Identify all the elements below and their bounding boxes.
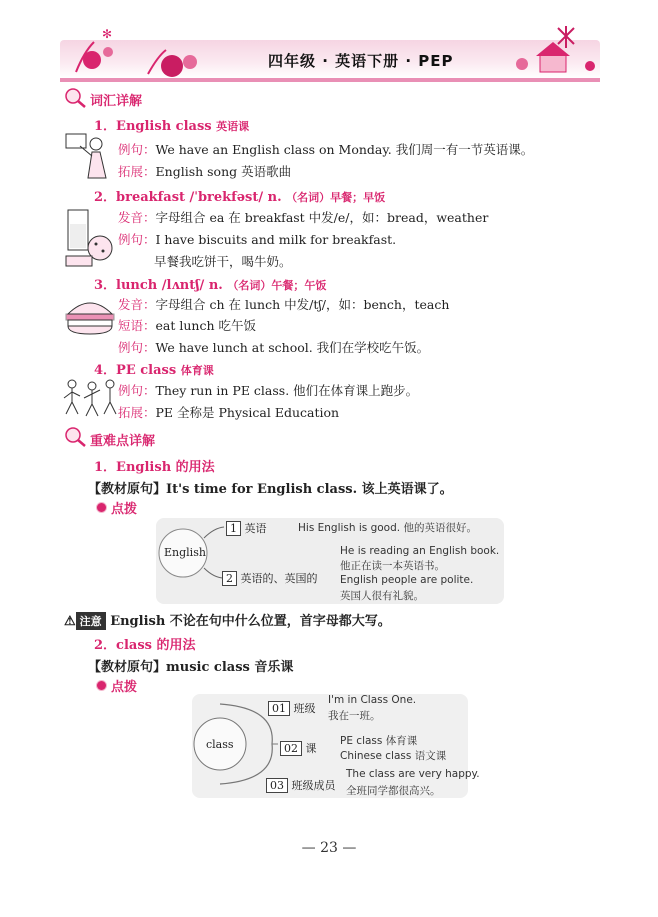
vocab-item-3-row-3: 例句：We have lunch at school. 我们在学校吃午饭。 <box>118 340 430 355</box>
english-branch-1-example: His English is good. 他的英语很好。 <box>298 522 477 534</box>
point-1-title: 1．English 的用法 <box>94 460 215 475</box>
class-branch-2-example-1: PE class 体育课 <box>340 735 418 747</box>
class-branch-1-example-1: I'm in Class One. <box>328 694 417 706</box>
vocab-section-title: 词汇详解 <box>90 94 143 109</box>
tip-dot-icon <box>96 502 107 513</box>
magnifier-icon <box>64 87 88 109</box>
vocab-item-3-row-2: 短语：eat lunch 吃午饭 <box>118 318 256 333</box>
class-branch-2-example-2: Chinese class 语文课 <box>340 750 447 762</box>
vocab-item-1-title: 1．English class 英语课 <box>94 119 250 134</box>
page-number: — 23 — <box>301 840 357 856</box>
vocab-item-3-row-1: 发音：字母组合 ch 在 lunch 中发/tʃ/，如：bench，teach <box>118 297 450 312</box>
vocab-item-4-title: 4．PE class 体育课 <box>94 363 214 378</box>
class-branch-3: 03 班级成员 <box>266 777 336 793</box>
english-branch-1: 1 英语 <box>226 520 267 536</box>
vocab-item-4-row-1: 例句：They run in PE class. 他们在体育课上跑步。 <box>118 383 419 398</box>
class-branch-3-example-2: 全班同学都很高兴。 <box>346 785 441 797</box>
svg-text:✻: ✻ <box>102 27 113 41</box>
vocab-item-1-row-1: 例句：We have an English class on Monday. 我们周一有一节英语课。 <box>118 142 534 157</box>
class-branch-2: 02 课 <box>280 740 317 756</box>
vocab-item-2-title: 2．breakfast /ˈbrekfəst/ n. （名词）早餐；早饭 <box>94 190 386 205</box>
header-title: 四年级 · 英语下册 · PEP <box>268 52 454 70</box>
warning-icon: ⚠ <box>64 614 76 629</box>
point-1-source: 【教材原句】It's time for English class. 该上英语课了。 <box>88 482 453 497</box>
milk-biscuit-illustration-icon <box>62 204 116 268</box>
class-mind-map-center: class <box>206 738 234 751</box>
class-branch-1: 01 班级 <box>268 700 316 716</box>
running-kids-illustration-icon <box>62 376 118 420</box>
vocab-item-1-row-2: 拓展：English song 英语歌曲 <box>118 164 292 179</box>
vocab-item-3-title: 3．lunch /lʌntʃ/ n. （名词）午餐；午饭 <box>94 278 327 293</box>
vocab-item-2-row-2: 例句：I have biscuits and milk for breakfast. <box>118 232 397 247</box>
point-2-source: 【教材原句】music class 音乐课 <box>88 660 294 675</box>
teacher-illustration-icon <box>64 130 114 182</box>
class-branch-1-example-2: 我在一班。 <box>328 710 381 722</box>
header-flower-decoration-icon <box>62 22 212 82</box>
class-branch-3-example-1: The class are very happy. <box>346 768 480 780</box>
note-row: ⚠ 注意 English 不论在句中什么位置，首字母都大写。 <box>64 614 391 629</box>
english-branch-2-example-1: He is reading an English book. <box>340 545 500 557</box>
english-branch-2: 2 英语的、英国的 <box>222 570 318 586</box>
key-points-section-title: 重难点详解 <box>90 434 156 449</box>
english-mind-map-center: English <box>164 546 206 559</box>
english-branch-2-example-3: English people are polite. <box>340 574 474 586</box>
english-branch-2-example-4: 英国人很有礼貌。 <box>340 590 424 602</box>
vocab-item-2-row-1: 发音：字母组合 ea 在 breakfast 中发/e/，如：bread，weather <box>118 210 489 225</box>
vocab-item-2-extra: 早餐我吃饼干，喝牛奶。 <box>154 254 292 269</box>
vocab-item-4-row-2: 拓展：PE 全称是 Physical Education <box>118 405 340 420</box>
magnifier-icon <box>64 426 88 448</box>
english-branch-2-example-2: 他正在读一本英语书。 <box>340 560 445 572</box>
header-windmill-decoration-icon <box>506 18 602 80</box>
point-1-tip: 点拨 <box>96 498 137 517</box>
tip-dot-icon <box>96 680 107 691</box>
burger-illustration-icon <box>62 292 118 340</box>
point-2-title: 2．class 的用法 <box>94 638 196 653</box>
point-2-tip: 点拨 <box>96 676 137 695</box>
